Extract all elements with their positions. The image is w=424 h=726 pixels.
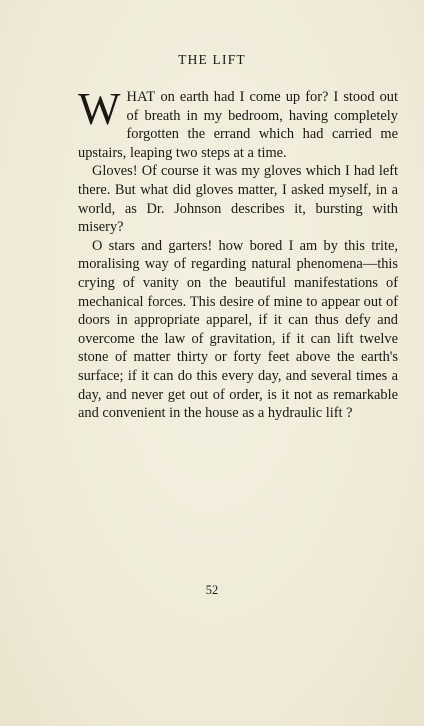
running-title: THE LIFT	[178, 52, 246, 67]
body-text	[78, 84, 398, 423]
paragraph-3: O stars and garters! how bored I am by this trite, moralising way of regarding natural phenomena—this crying of vanity on the beautiful manifestations of mechanical forces. This desire of mine to appear out of doors in appropriate apparel, if it can thus defy and overcome the law of gravitation, if it can lift twelve stone of matter thirty or forty feet above the earth's surface; if it can do this every day, and several times a day, and never get out of order, is it not as remarkable and convenient in the house as a hydraulic lift ?	[78, 237, 398, 422]
drop-cap: W	[78, 84, 121, 134]
paragraph-1	[78, 84, 398, 162]
page-number: 52	[205, 583, 219, 597]
opening-small-caps: HAT	[126, 89, 156, 105]
paragraph-2: Gloves! Of course it was my gloves which I had left there. But what did gloves matter, I asked myself, in a world, as Dr. Johnson describes it, bursting with misery?	[78, 163, 398, 236]
paragraph-1-text: on earth had I come up for? I stood out of breath in my bedroom, having completely forgotten the errand which had carried me upstairs, leaping two steps at a time.	[78, 89, 398, 161]
